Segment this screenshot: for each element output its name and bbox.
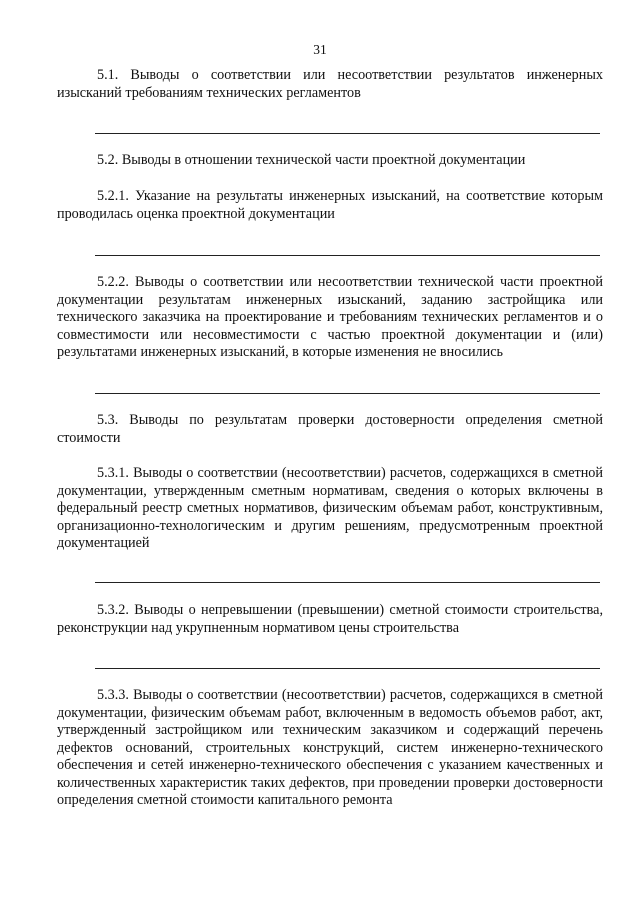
section-5-3: 5.3. Выводы по результатам проверки достоверности определения сметной стоимости (57, 412, 603, 446)
section-5-3-1: 5.3.1. Выводы о соответствии (несоответствии) расчетов, содержащихся в сметной документации, утвержденным сметным нормативам, сведения о которых включены в федеральный реестр сметных нормативов, физическим объемам работ, конструктивным, организационно-технологическим и другим решениям, предусмотренным проектной документацией (57, 465, 603, 551)
fill-in-line (95, 255, 600, 256)
section-5-2-2: 5.2.2. Выводы о соответствии или несоответствии технической части проектной документации результатам инженерных изысканий, заданию застройщика или технического заказчика на проектирование и требованиям технических регламентов и о совместимости или несовместимости с частью проектной документации и (или) результатами инженерных изысканий, в которые изменения не вносились (57, 274, 603, 360)
page-number: 31 (313, 42, 327, 57)
section-5-3-2: 5.3.2. Выводы о непревышении (превышении) сметной стоимости строительства, реконструкции над укрупненным нормативом цены строительства (57, 602, 603, 636)
section-5-2: 5.2. Выводы в отношении технической части проектной документации (97, 152, 526, 168)
section-5-1: 5.1. Выводы о соответствии или несоответствии результатов инженерных изысканий требованиям технических регламентов (57, 67, 603, 101)
fill-in-line (95, 393, 600, 394)
fill-in-line (95, 668, 600, 669)
section-5-3-3: 5.3.3. Выводы о соответствии (несоответствии) расчетов, содержащихся в сметной документации, физическим объемам работ, включенным в ведомость объемов работ, акт, утвержденный застройщиком или техническим заказчиком и содержащий перечень дефектов оснований, строительных конструкций, систем инженерно-технического обеспечения и сетей инженерно-технического обеспечения с указанием качественных и количественных характеристик таких дефектов, при проведении проверки достоверности определения сметной стоимости капитального ремонта (57, 687, 603, 808)
section-5-2-1: 5.2.1. Указание на результаты инженерных изысканий, на соответствие которым проводилась оценка проектной документации (57, 188, 603, 222)
fill-in-line (95, 133, 600, 134)
fill-in-line (95, 582, 600, 583)
